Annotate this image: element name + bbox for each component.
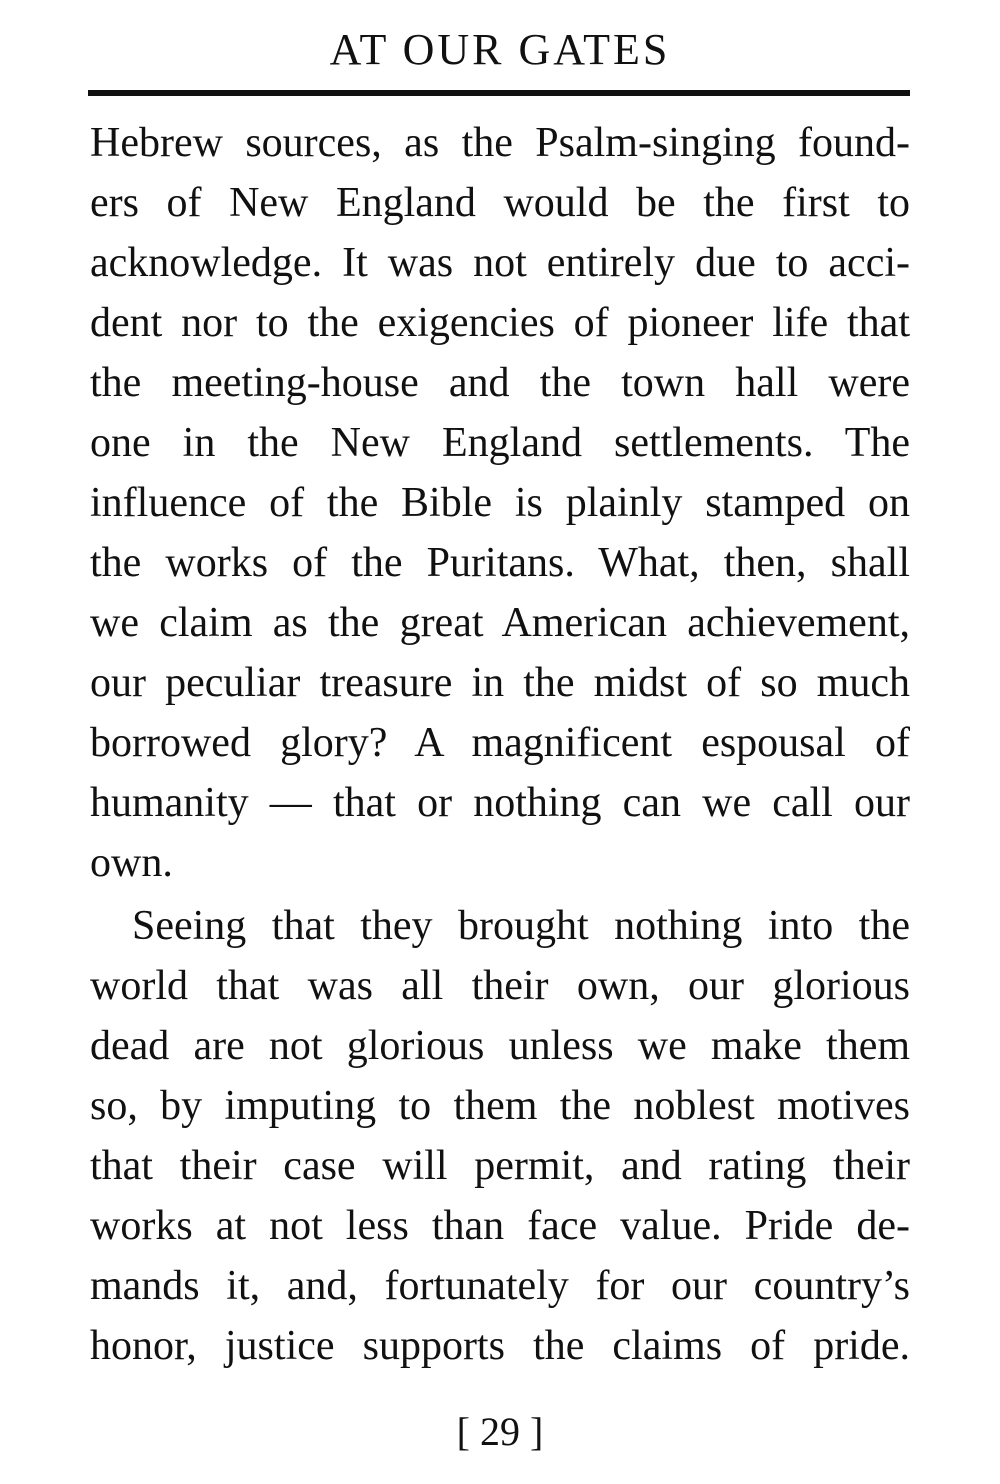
text-line: honor, justice supports the claims of pride. (90, 1323, 910, 1369)
text-line: so, by imputing to them the noblest motives (90, 1083, 910, 1129)
text-line: our peculiar treasure in the midst of so much (90, 660, 910, 706)
text-line: world that was all their own, our glorious (90, 963, 910, 1009)
text-line: borrowed glory? A magnificent espousal of (90, 720, 910, 766)
text-line: that their case will permit, and rating their (90, 1143, 910, 1189)
text-line: dent nor to the exigencies of pioneer life that (90, 300, 910, 346)
text-line: own. (90, 840, 173, 886)
text-line: humanity — that or nothing can we call our (90, 780, 910, 826)
header-rule (88, 90, 910, 96)
running-head: AT OUR GATES (329, 25, 671, 74)
text-line: mands it, and, fortunately for our country’s (90, 1263, 910, 1309)
page-number: [ 29 ] (456, 1409, 544, 1454)
text-line: Hebrew sources, as the Psalm-singing found- (90, 120, 910, 166)
text-line: dead are not glorious unless we make them (90, 1023, 910, 1069)
text-line: ers of New England would be the first to (90, 180, 910, 226)
text-line: we claim as the great American achievement, (90, 600, 910, 646)
text-line: influence of the Bible is plainly stamped on (90, 480, 910, 526)
text-line: Seeing that they brought nothing into the (132, 903, 910, 949)
text-line: acknowledge. It was not entirely due to acci- (90, 240, 910, 286)
text-line: works at not less than face value. Pride de- (90, 1203, 910, 1249)
text-line: the meeting-house and the town hall were (90, 360, 910, 406)
text-line: one in the New England settlements. The (90, 420, 910, 466)
text-line: the works of the Puritans. What, then, shall (90, 540, 910, 586)
